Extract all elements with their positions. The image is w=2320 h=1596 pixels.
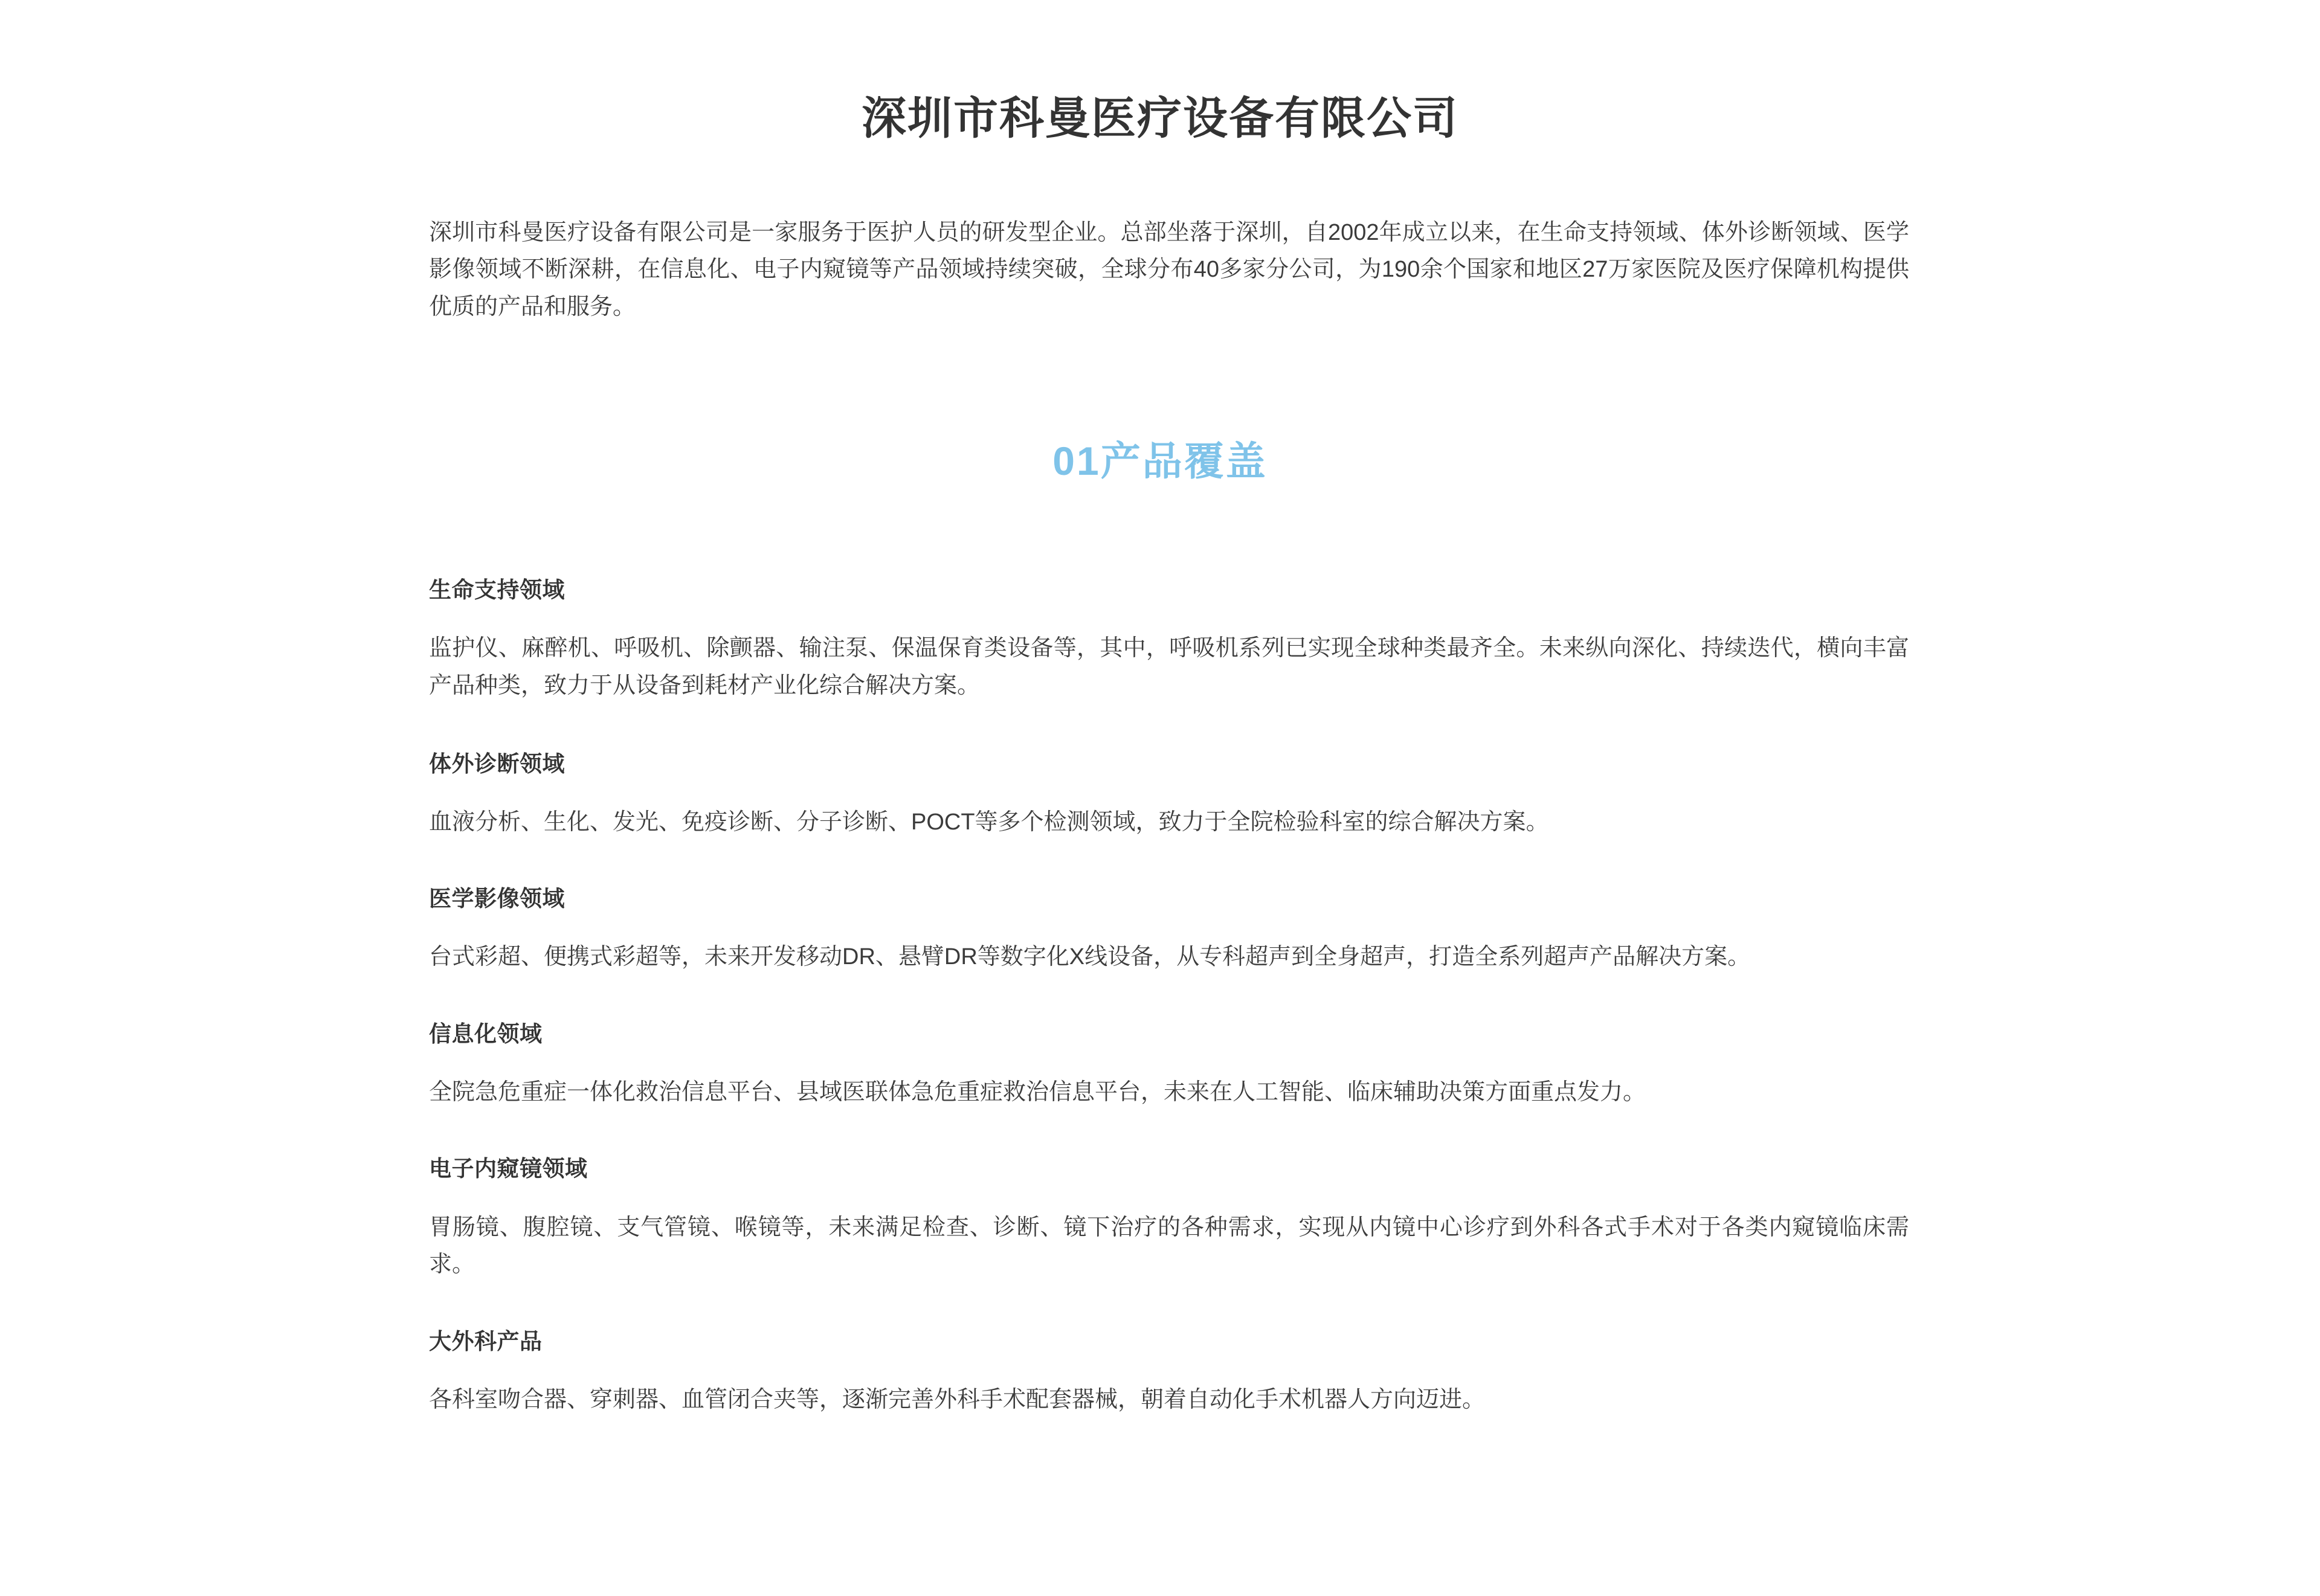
domain-title: 电子内窥镜领域 (429, 1156, 588, 1182)
page-title: 深圳市科曼医疗设备有限公司 (862, 93, 1458, 143)
company-intro-paragraph: 深圳市科曼医疗设备有限公司是一家服务于医护人员的研发型企业。总部坐落于深圳，自2002年成立以来，在生命支持领域、体外诊断领域、医学影像领域不断深耕，在信息化、电子内窥镜等产品领域持续突破，全球分布40多家分公司，为190余个国家和地区27万家医院及医疗保障机构提供优质的产品和服务。 (429, 219, 1909, 320)
intro-section (0, 214, 2320, 326)
domain-title: 生命支持领域 (429, 578, 565, 603)
domain-body: 台式彩超、便携式彩超等，未来开发移动DR、悬臂DR等数字化X线设备，从专科超声到全身超声，打造全系列超声产品解决方案。 (429, 944, 1751, 970)
domain-title: 大外科产品 (429, 1328, 543, 1354)
domain-block-general-surgery-products (429, 1327, 1909, 1419)
domain-block-life-support (429, 576, 1909, 704)
domain-body: 血液分析、生化、发光、免疫诊断、分子诊断、POCT等多个检测领域，致力于全院检验科室的综合解决方案。 (429, 809, 1549, 835)
section-heading-product-coverage: 01产品覆盖 (1052, 439, 1268, 484)
domain-body: 各科室吻合器、穿刺器、血管闭合夹等，逐渐完善外科手术配套器械，朝着自动化手术机器人方向迈进。 (429, 1386, 1486, 1412)
domain-block-informatization (429, 1020, 1909, 1112)
domain-block-medical-imaging (429, 884, 1909, 976)
domain-body: 全院急危重症一体化救治信息平台、县域医联体急危重症救治信息平台，未来在人工智能、临床辅助决策方面重点发力。 (429, 1079, 1646, 1105)
domain-title: 医学影像领域 (429, 886, 565, 912)
domain-body: 胃肠镜、腹腔镜、支气管镜、喉镜等，未来满足检查、诊断、镜下治疗的各种需求，实现从内镜中心诊疗到外科各式手术对于各类内窥镜临床需求。 (429, 1214, 1909, 1278)
domain-title: 信息化领域 (429, 1021, 543, 1046)
domain-block-electronic-endoscope (429, 1154, 1909, 1283)
domain-title: 体外诊断领域 (429, 751, 565, 776)
domain-list (429, 576, 1909, 1418)
domain-block-in-vitro-diagnostics (429, 750, 1909, 841)
domain-body: 监护仪、麻醉机、呼吸机、除颤器、输注泵、保温保育类设备等，其中，呼吸机系列已实现全球种类最齐全。未来纵向深化、持续迭代，横向丰富产品种类，致力于从设备到耗材产业化综合解决方案。 (429, 636, 1909, 698)
